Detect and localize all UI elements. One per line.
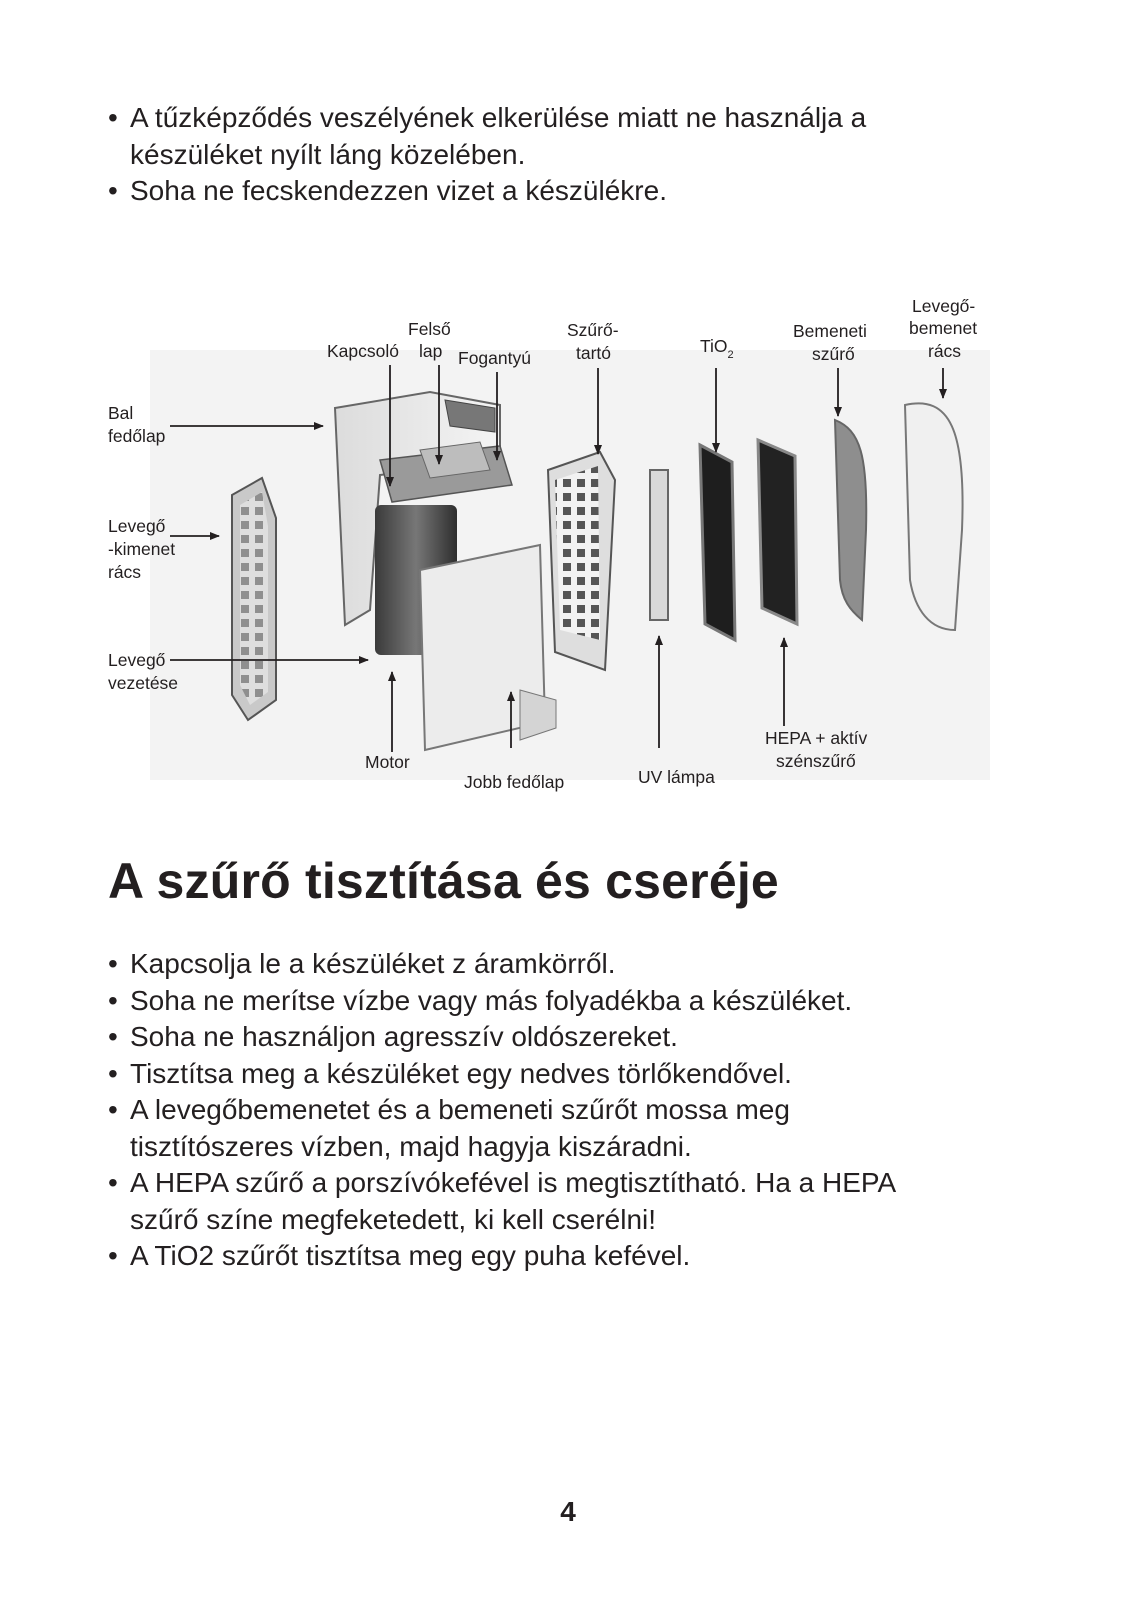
air-inlet-grille-part (905, 403, 963, 630)
bullet-item (108, 100, 1008, 173)
bullet-line: A HEPA szűrő a porszívókefével is megtisztítható. Ha a HEPA (130, 1167, 897, 1198)
label-left-cover-1: Bal (108, 403, 134, 423)
label-hepa-1: HEPA + aktív (765, 728, 868, 748)
bullet-line: Soha ne fecskendezzen vizet a készülékre. (130, 175, 667, 206)
bullet-item (108, 1019, 1028, 1056)
bullet-dot: • (108, 1021, 118, 1052)
label-switch: Kapcsoló (327, 341, 399, 361)
bullet-line: A tűzképződés veszélyének elkerülése miatt ne használja a (130, 102, 867, 133)
bullet-dot: • (108, 948, 118, 979)
label-air-duct-2: vezetése (108, 673, 179, 693)
bullet-line: Soha ne használjon agresszív oldószereket. (130, 1021, 678, 1052)
label-air-inlet-1: Levegő- (912, 296, 976, 316)
bullet-line: A levegőbemenetet és a bemeneti szűrőt mossa meg (130, 1094, 790, 1125)
tio2-filter-part (700, 445, 735, 640)
label-hepa-2: szénszűrő (776, 751, 856, 771)
cleaning-bullet-list (108, 946, 1028, 1275)
bullet-dot: • (108, 175, 118, 206)
label-motor: Motor (365, 752, 410, 772)
label-top-cover-1: Felső (408, 319, 451, 339)
label-air-duct-1: Levegő (108, 650, 166, 670)
label-top-cover-2: lap (419, 341, 443, 361)
exploded-parts-diagram (0, 280, 1136, 820)
right-cover-part (420, 545, 556, 750)
bullet-line: szűrő színe megfeketedett, ki kell cserélni! (130, 1203, 657, 1235)
label-uv-lamp: UV lámpa (638, 767, 715, 787)
bullet-item (108, 173, 1008, 210)
filter-holder-part (548, 452, 615, 670)
bullet-dot: • (108, 984, 118, 1016)
bullet-line: tisztítószeres vízben, majd hagyja kiszáradni. (130, 1130, 692, 1162)
bullet-item (108, 946, 1028, 983)
label-tio2-text: TiO (700, 336, 728, 356)
label-air-outlet-3: rács (108, 562, 142, 582)
bullet-item (108, 1165, 1028, 1238)
bullet-line: Kapcsolja le a készüléket z áramkörről. (130, 948, 616, 979)
page-number: 4 (560, 1496, 576, 1527)
label-inlet-filter-2: szűrő (812, 344, 855, 364)
label-air-inlet-3: rács (928, 341, 962, 361)
air-outlet-grille-part (232, 478, 276, 720)
bullet-dot: • (108, 1057, 118, 1089)
bullet-line: Soha ne merítse vízbe vagy más folyadékba a készüléket. (130, 984, 853, 1016)
hepa-filter-part (758, 440, 797, 624)
label-filter-holder-2: tartó (576, 343, 612, 363)
section-title: A szűrő tisztítása és cseréje (108, 853, 779, 909)
safety-bullet-list (108, 100, 1008, 210)
bullet-line: készüléket nyílt láng közelében. (130, 138, 526, 170)
label-left-cover-2: fedőlap (108, 426, 166, 446)
label-filter-holder-1: Szűrő- (567, 320, 619, 340)
bullet-item (108, 1056, 1028, 1093)
label-handle: Fogantyú (458, 348, 531, 368)
label-right-cover: Jobb fedőlap (464, 772, 565, 792)
label-air-outlet-2: -kimenet (108, 539, 176, 559)
bullet-item (108, 1238, 1028, 1275)
bullet-item (108, 983, 1028, 1020)
label-air-outlet-1: Levegő (108, 516, 166, 536)
bullet-dot: • (108, 102, 118, 133)
label-inlet-filter-1: Bemeneti (793, 321, 867, 341)
bullet-dot: • (108, 1094, 118, 1125)
bullet-line: Tisztítsa meg a készüléket egy nedves törlőkendővel. (130, 1057, 792, 1089)
bullet-line: A TiO2 szűrőt tisztítsa meg egy puha kefével. (130, 1240, 691, 1271)
label-tio2-subscript: 2 (727, 349, 734, 361)
label-air-inlet-2: bemenet (909, 318, 978, 338)
bullet-item (108, 1092, 1028, 1165)
bullet-dot: • (108, 1167, 118, 1198)
uv-lamp-part (650, 470, 668, 620)
bullet-dot: • (108, 1240, 118, 1271)
